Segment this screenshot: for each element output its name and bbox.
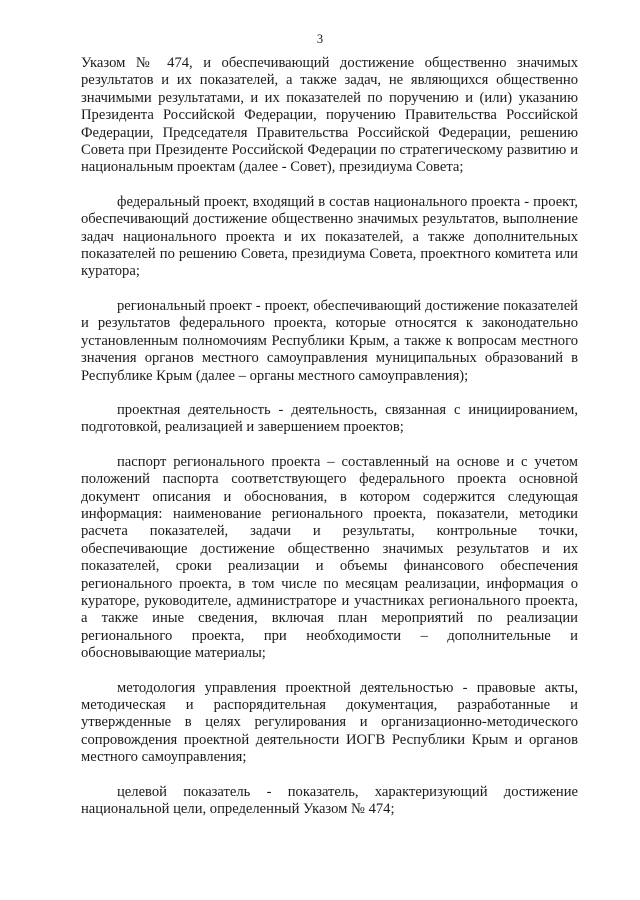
document-body bbox=[81, 55, 578, 818]
paragraph-federal-project: федеральный проект, входящий в состав национального проекта - проект, обеспечивающий достижение общественно значимых результатов, выполнение задач национального проекта и их показателей, а также дополнительных показателей по решению Совета, президиума Совета, проектного комитета или куратора; bbox=[81, 193, 578, 280]
paragraph-regional-project-passport: паспорт регионального проекта – составленный на основе и с учетом положений паспорта соответствующего федерального проекта основной документ описания и обоснования, в котором содержится следующая информация: наименование регионального проекта, показатели, методики расчета показателей, задачи и результаты, контрольные точки, обеспечивающие достижение общественно значимых результатов и их показателей, сроки реализации и объемы финансового обеспечения регионального проекта, в том числе по месяцам реализации, информация о кураторе, руководителе, администраторе и участниках регионального проекта, а также иные сведения, включая план мероприятий по реализации регионального проекта, при необходимости – дополнительные и обосновывающие материалы; bbox=[81, 453, 578, 662]
paragraph-regional-project: региональный проект - проект, обеспечивающий достижение показателей и результатов федерального проекта, которые относятся к законодательно установленным полномочиям Республики Крым, а также к вопросам местного значения органов местного самоуправления муниципальных образований в Республике Крым (далее – органы местного самоуправления); bbox=[81, 297, 578, 384]
paragraph-project-activity: проектная деятельность - деятельность, связанная с инициированием, подготовкой, реализацией и завершением проектов; bbox=[81, 401, 578, 436]
paragraph-decree-continuation: Указом № 474, и обеспечивающий достижение общественно значимых результатов и их показателей, а также задач, не являющихся общественно значимыми результатами, и их показателей по поручению и (или) указанию Президента Российской Федерации, поручению Правительства Российской Федерации, Председателя Правительства Российской Федерации, решению Совета при Президенте Российской Федерации по стратегическому развитию и национальным проектам (далее - Совет), президиума Совета; bbox=[81, 55, 578, 176]
paragraph-methodology: методология управления проектной деятельностью - правовые акты, методическая и распорядительная документация, разработанные и утвержденные в целях регулирования и организационно-методического сопровождения проектной деятельности ИОГВ Республики Крым и органов местного самоуправления; bbox=[81, 679, 578, 766]
paragraph-target-indicator: целевой показатель - показатель, характеризующий достижение национальной цели, определенный Указом № 474; bbox=[81, 783, 578, 818]
page-number: 3 bbox=[316, 32, 324, 46]
